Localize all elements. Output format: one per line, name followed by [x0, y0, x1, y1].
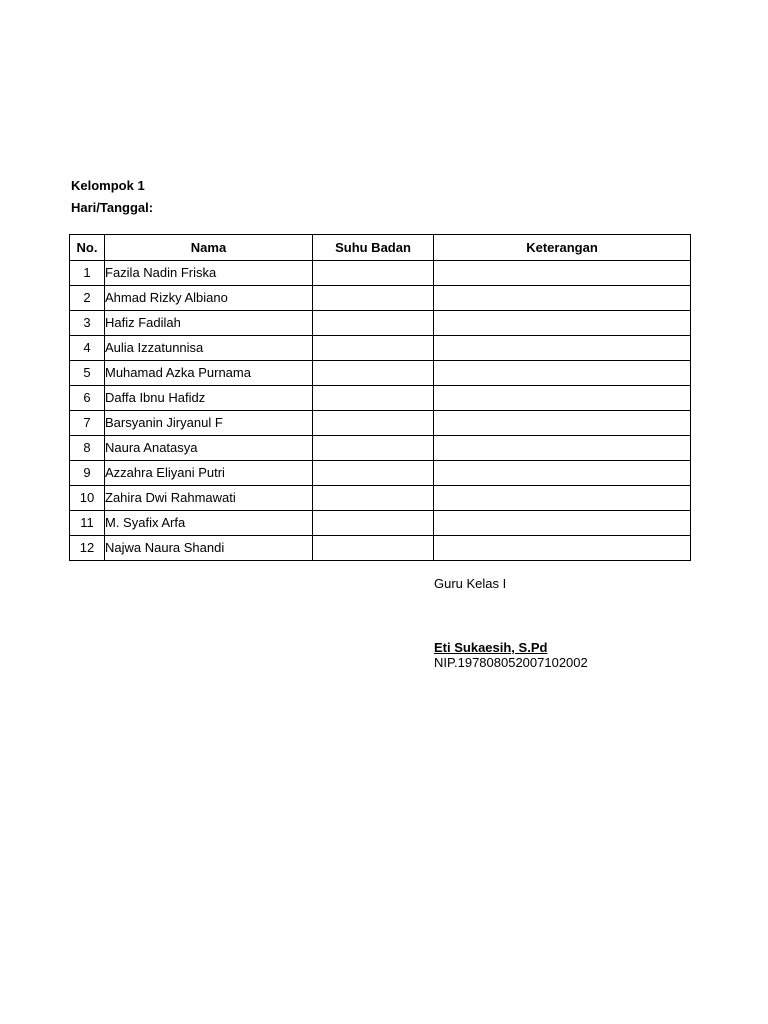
student-name: Azzahra Eliyani Putri	[105, 461, 313, 486]
table-header-row	[70, 235, 691, 261]
row-number: 9	[70, 461, 105, 486]
row-number: 7	[70, 411, 105, 436]
group-heading: Kelompok 1	[71, 178, 145, 193]
row-number: 5	[70, 361, 105, 386]
student-name: Ahmad Rizky Albiano	[105, 286, 313, 311]
table-row	[70, 286, 691, 311]
student-name: Hafiz Fadilah	[105, 311, 313, 336]
table-row	[70, 261, 691, 286]
signature-title: Guru Kelas I	[434, 576, 507, 591]
date-label: Hari/Tanggal:	[71, 200, 154, 215]
notes-cell	[434, 436, 691, 461]
table-row	[70, 486, 691, 511]
student-name: Naura Anatasya	[105, 436, 313, 461]
table-row	[70, 311, 691, 336]
row-number: 6	[70, 386, 105, 411]
column-header-body-temperature: Suhu Badan	[313, 235, 434, 261]
row-number: 3	[70, 311, 105, 336]
row-number: 8	[70, 436, 105, 461]
notes-cell	[434, 511, 691, 536]
body-temperature-cell	[313, 536, 434, 561]
attendance-table	[69, 234, 691, 561]
student-name: M. Syafix Arfa	[105, 511, 313, 536]
notes-cell	[434, 486, 691, 511]
body-temperature-cell	[313, 461, 434, 486]
row-number: 12	[70, 536, 105, 561]
student-name: Najwa Naura Shandi	[105, 536, 313, 561]
row-number: 4	[70, 336, 105, 361]
body-temperature-cell	[313, 261, 434, 286]
table-row	[70, 361, 691, 386]
notes-cell	[434, 386, 691, 411]
body-temperature-cell	[313, 411, 434, 436]
notes-cell	[434, 286, 691, 311]
body-temperature-cell	[313, 361, 434, 386]
body-temperature-cell	[313, 436, 434, 461]
column-header-name: Nama	[105, 235, 313, 261]
table-row	[70, 386, 691, 411]
column-header-notes: Keterangan	[434, 235, 691, 261]
row-number: 1	[70, 261, 105, 286]
table-row	[70, 436, 691, 461]
signature-nip: NIP.197808052007102002	[434, 655, 588, 670]
body-temperature-cell	[313, 286, 434, 311]
notes-cell	[434, 311, 691, 336]
body-temperature-cell	[313, 511, 434, 536]
column-header-no: No.	[70, 235, 105, 261]
body-temperature-cell	[313, 336, 434, 361]
row-number: 2	[70, 286, 105, 311]
table-row	[70, 336, 691, 361]
student-name: Muhamad Azka Purnama	[105, 361, 313, 386]
notes-cell	[434, 536, 691, 561]
notes-cell	[434, 261, 691, 286]
student-name: Aulia Izzatunnisa	[105, 336, 313, 361]
notes-cell	[434, 336, 691, 361]
table-row	[70, 511, 691, 536]
notes-cell	[434, 461, 691, 486]
signature-name: Eti Sukaesih, S.Pd	[434, 640, 548, 655]
student-name: Fazila Nadin Friska	[105, 261, 313, 286]
body-temperature-cell	[313, 386, 434, 411]
student-name: Barsyanin Jiryanul F	[105, 411, 313, 436]
student-name: Daffa Ibnu Hafidz	[105, 386, 313, 411]
student-name: Zahira Dwi Rahmawati	[105, 486, 313, 511]
table-row	[70, 411, 691, 436]
table-row	[70, 536, 691, 561]
body-temperature-cell	[313, 311, 434, 336]
row-number: 11	[70, 511, 105, 536]
notes-cell	[434, 411, 691, 436]
notes-cell	[434, 361, 691, 386]
row-number: 10	[70, 486, 105, 511]
body-temperature-cell	[313, 486, 434, 511]
table-row	[70, 461, 691, 486]
